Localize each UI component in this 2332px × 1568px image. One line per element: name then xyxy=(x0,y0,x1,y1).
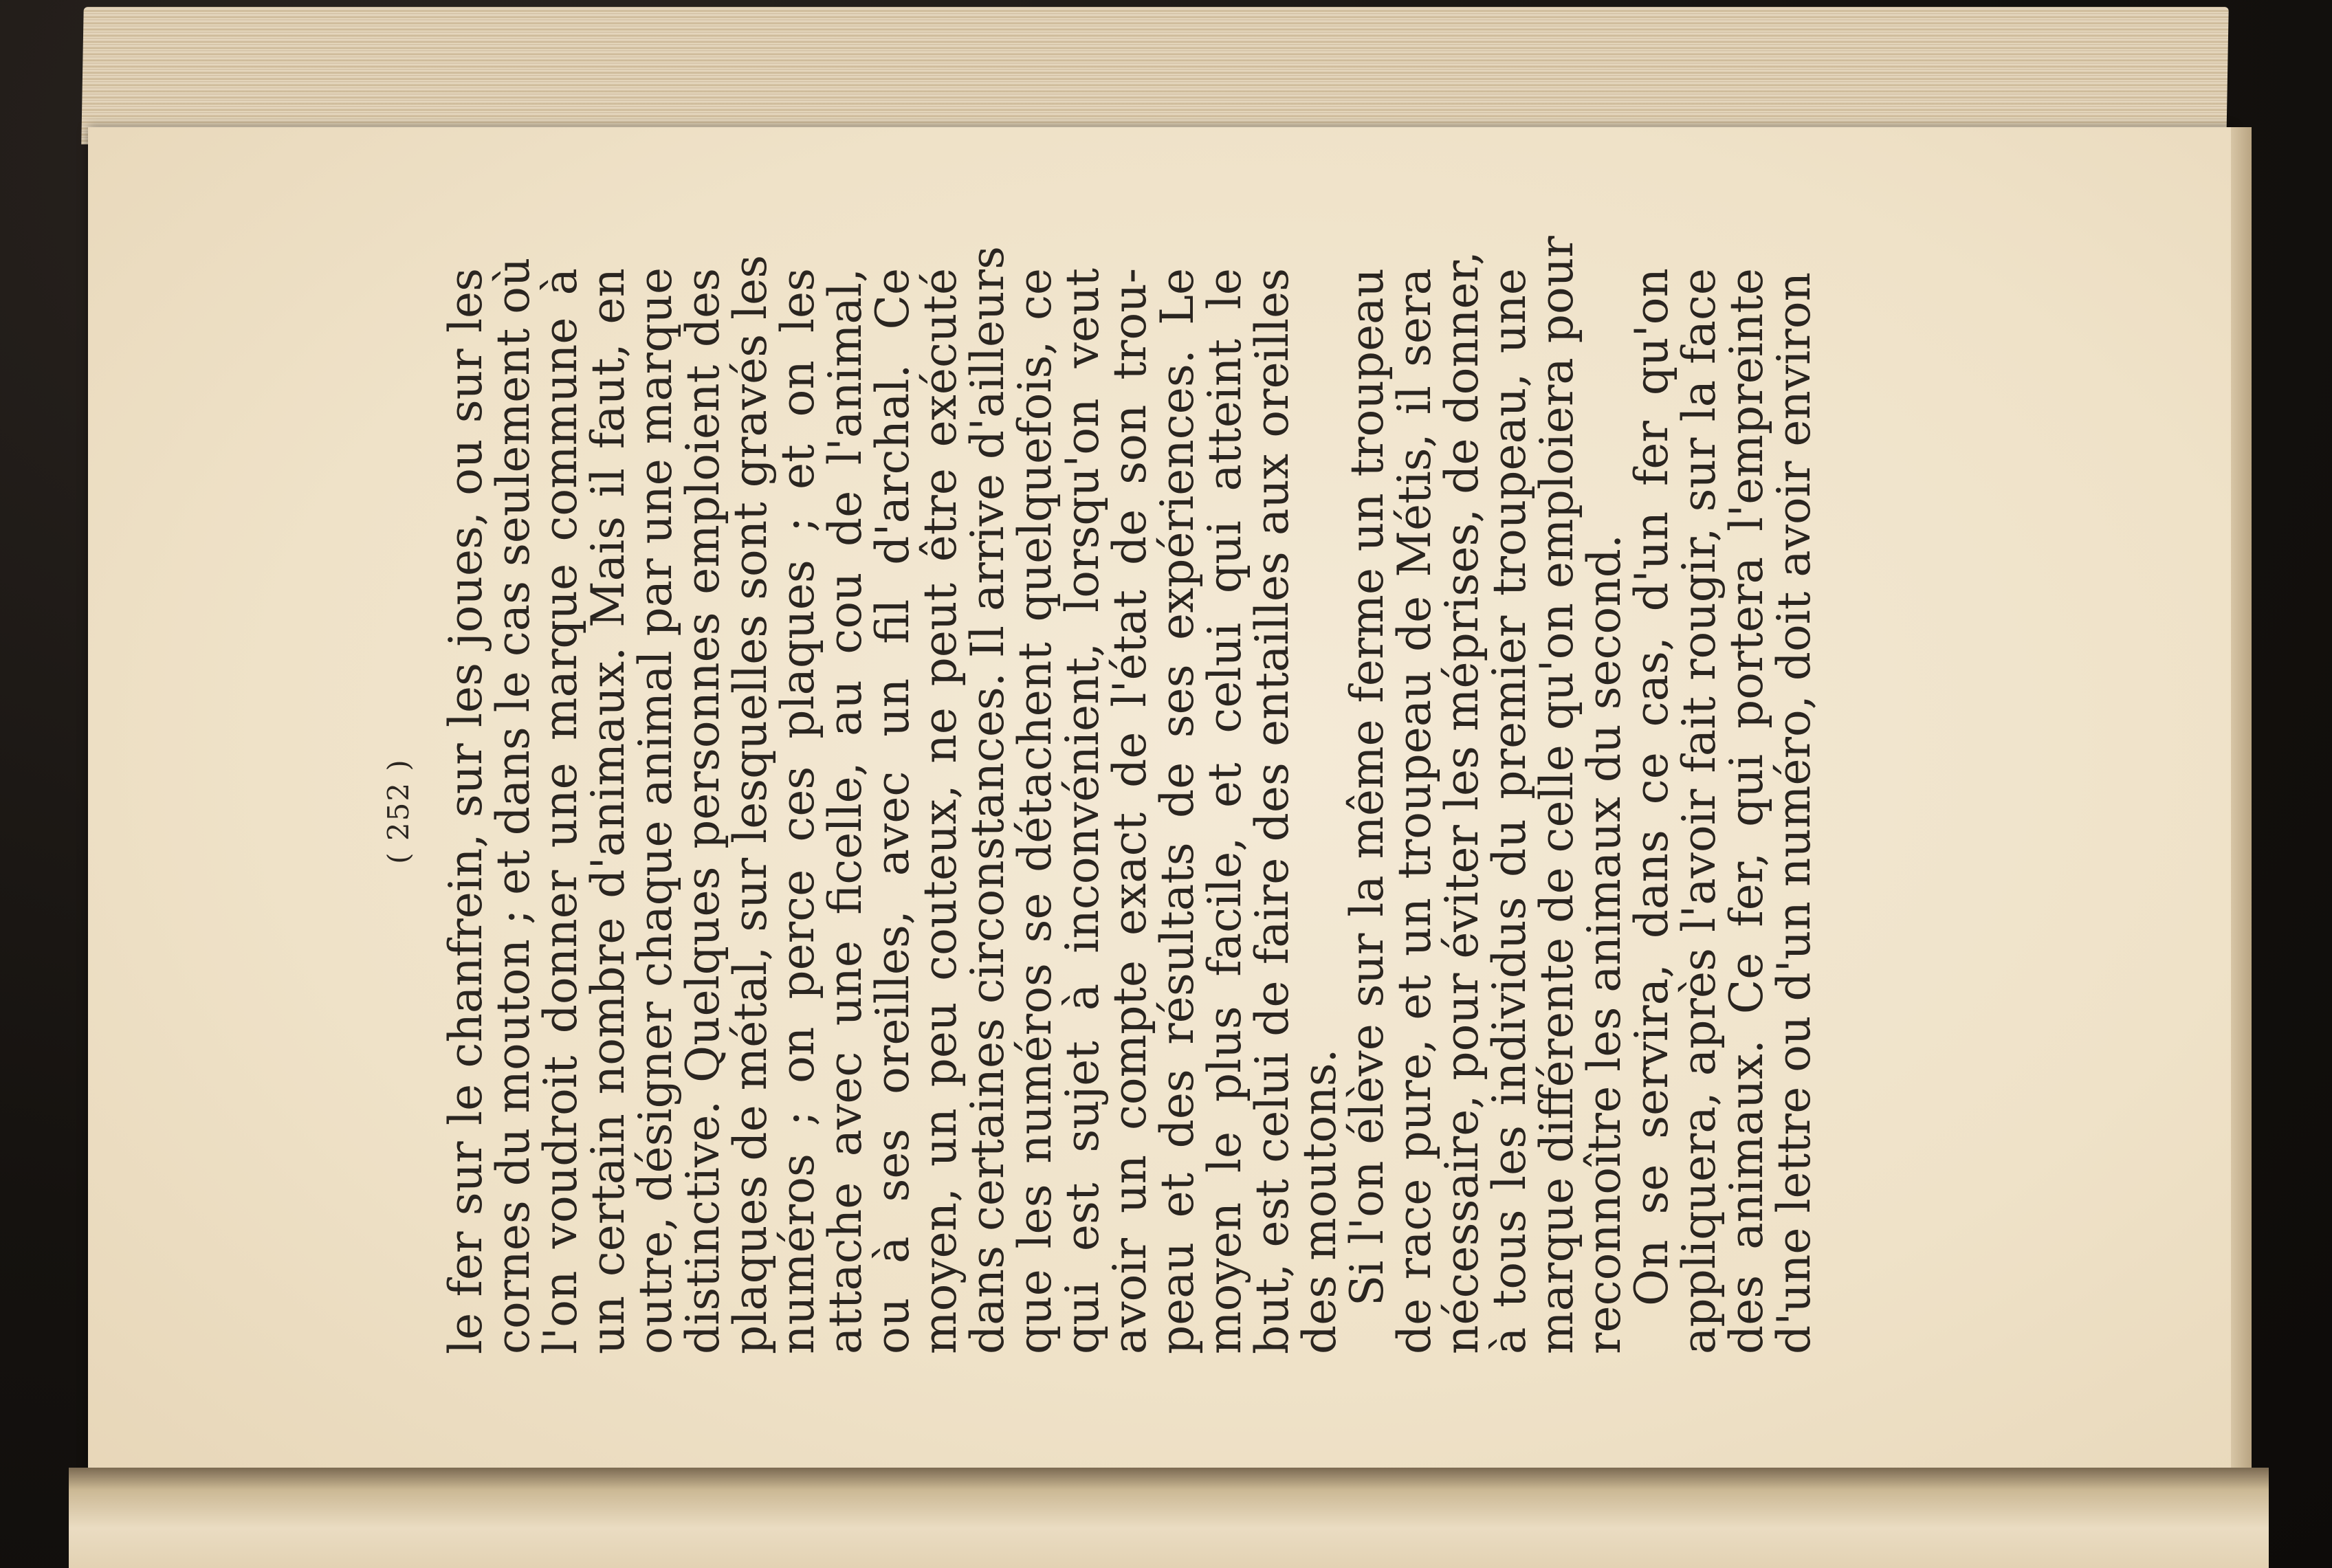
page-number: ( 252 ) xyxy=(382,758,415,864)
book-gutter xyxy=(69,1468,2269,1568)
text-line: un certain nombre d'animaux. Mais il faut, en xyxy=(582,268,635,1354)
text-line: plaques de métal, sur lesquelles sont gravés les xyxy=(724,254,777,1354)
text-line: ou à ses oreilles, avec un fil d'archal. Ce xyxy=(866,268,919,1354)
text-line: dans certaines circonstances. Il arrive d'ailleurs xyxy=(961,246,1014,1354)
body-text xyxy=(439,236,1820,1354)
page-right-edge xyxy=(2231,127,2252,1495)
text-line: l'on voudroit donner une marque commune à xyxy=(534,268,587,1354)
text-line: numéros ; on perce ces plaques ; et on les xyxy=(771,268,824,1354)
text-line: avoir un compte exact de l'état de son trou- xyxy=(1103,268,1156,1354)
paragraph-1 xyxy=(439,246,1346,1354)
paragraph-2 xyxy=(1341,236,1631,1354)
text-line: moyen, un peu couteux, ne peut être exécuté xyxy=(914,268,967,1354)
rotated-text-block xyxy=(382,236,1820,1354)
text-line: outre, désigner chaque animal par une marque xyxy=(629,267,682,1354)
paragraph-3 xyxy=(1625,268,1820,1354)
text-line: des moutons. xyxy=(1293,1048,1346,1354)
text-line: le fer sur le chanfrein, sur les joues, ou sur les xyxy=(439,268,492,1354)
text-line: marque différente de celle qu'on emploiera pour xyxy=(1530,236,1583,1354)
text-line: moyen le plus facile, et celui qui atteint le xyxy=(1198,268,1251,1354)
text-line: On se servira, dans ce cas, d'un fer qu'on xyxy=(1625,268,1678,1306)
text-line: reconnoître les animaux du second. xyxy=(1578,534,1631,1354)
text-line: que les numéros se détachent quelquefois, ce xyxy=(1009,268,1062,1354)
text-line: cornes du mouton ; et dans le cas seulement où xyxy=(487,257,540,1354)
text-line: but, est celui de faire des entailles aux oreilles xyxy=(1246,268,1299,1354)
text-line: distinctive. Quelques personnes emploient des xyxy=(676,268,729,1354)
text-line: des animaux. Ce fer, qui portera l'empreinte xyxy=(1720,268,1773,1354)
text-line: d'une lettre ou d'un numéro, doit avoir environ xyxy=(1768,272,1820,1354)
text-line: qui est sujet à inconvénient, lorsqu'on veut xyxy=(1056,268,1109,1354)
text-line: appliquera, après l'avoir fait rougir, sur la face xyxy=(1673,268,1726,1354)
text-line: à tous les individus du premier troupeau, une xyxy=(1483,268,1536,1354)
page-edges xyxy=(81,7,2228,144)
text-line: peau et des résultats de ses expériences. Le xyxy=(1151,268,1204,1354)
text-line: de race pure, et un troupeau de Métis, il sera xyxy=(1388,268,1441,1354)
text-line: Si l'on élève sur la même ferme un troupeau xyxy=(1341,268,1394,1306)
text-line: nécessaire, pour éviter les méprises, de donner, xyxy=(1436,251,1488,1354)
text-line: attache avec une ficelle, au cou de l'animal, xyxy=(819,268,872,1354)
